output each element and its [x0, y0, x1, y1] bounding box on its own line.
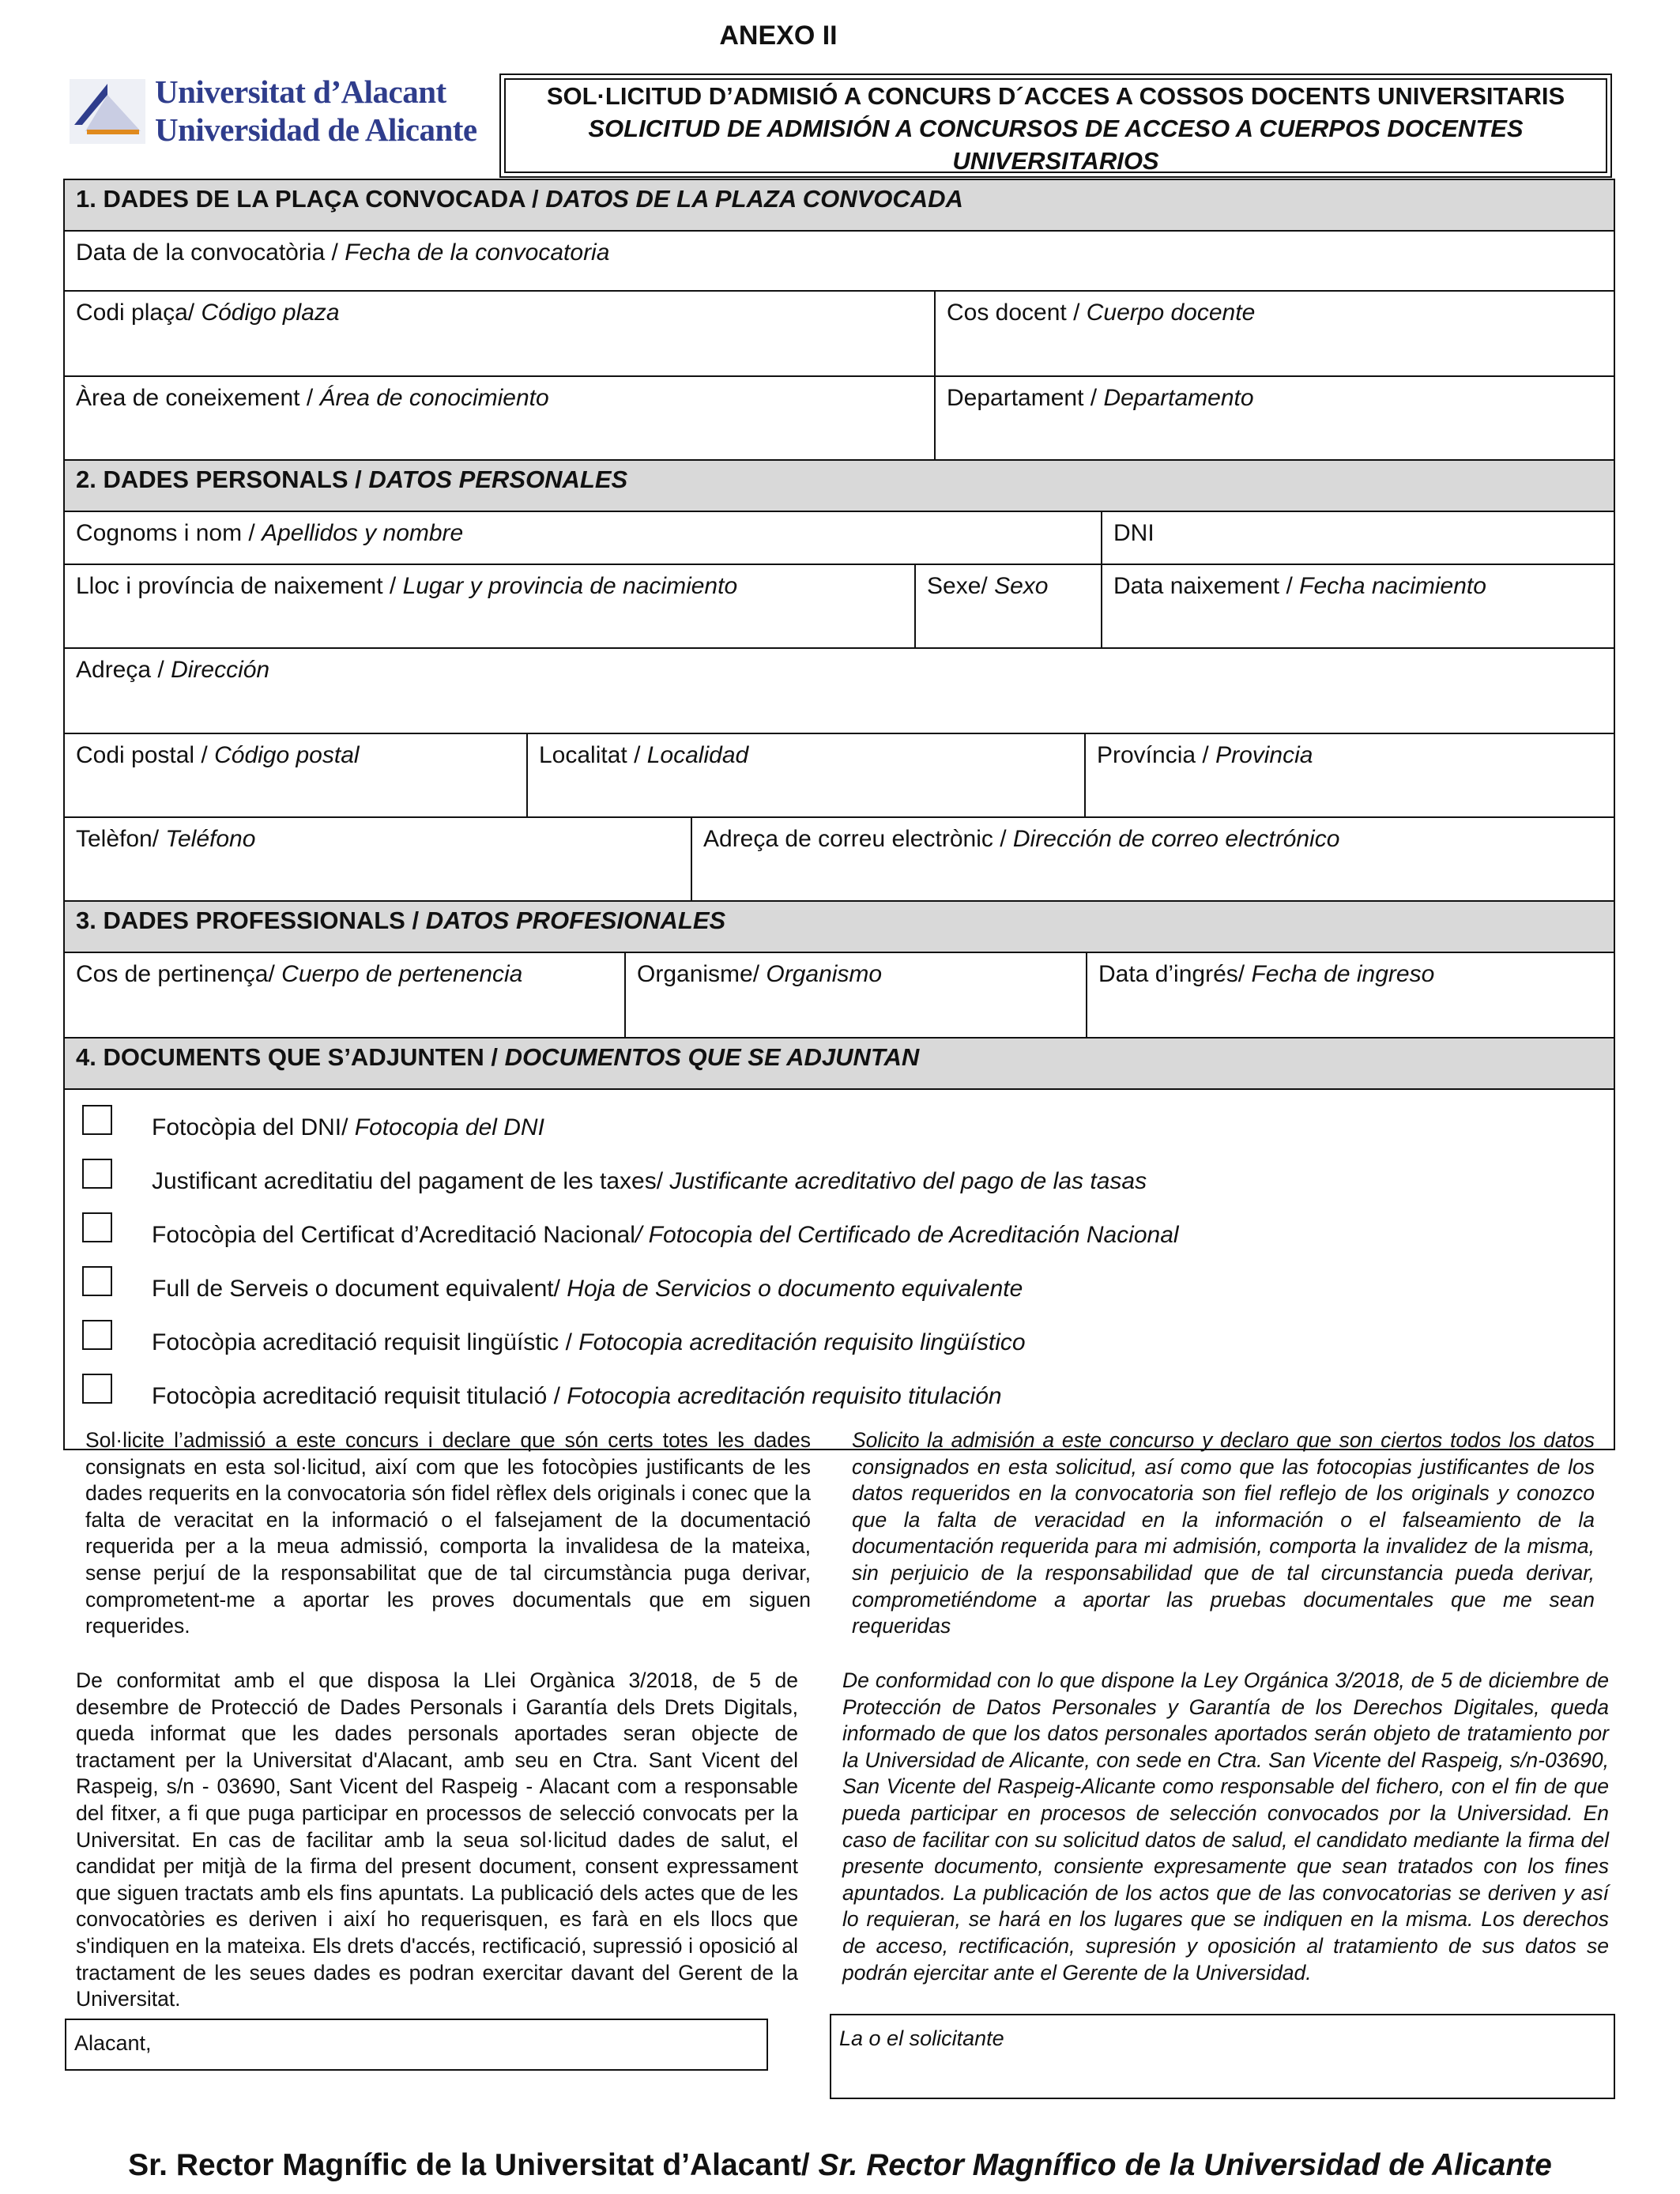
email-label-es: Dirección de correo electrónico: [1012, 826, 1340, 852]
birthdate-label-ca: Data naixement /: [1113, 573, 1300, 599]
convocation-date-label-es: Fecha de la convocatoria: [345, 239, 610, 266]
form-title-spanish: SOLICITUD DE ADMISIÓN A CONCURSOS DE ACCESO A CUERPOS DOCENTES UNIVERSITARIOS: [588, 115, 1524, 175]
place-date-box[interactable]: [65, 2019, 768, 2071]
applicant-signature-box[interactable]: [830, 2014, 1615, 2099]
documents-list: [65, 1090, 1614, 1449]
email-field[interactable]: [691, 818, 1614, 900]
knowledge-area-label-es: Área de conocimiento: [319, 385, 549, 411]
address-label-ca: Adreça /: [76, 657, 171, 683]
document-item: [82, 1262, 1598, 1316]
form-title-valencian: SOL·LICITUD D’ADMISIÓ A CONCURS D´ACCES A COSSOS DOCENTS UNIVERSITARIS: [546, 82, 1565, 110]
document-checkbox[interactable]: [82, 1266, 112, 1296]
city-label-es: Localidad: [646, 742, 749, 768]
section-2-header-ca: 2. DADES PERSONALS /: [76, 466, 369, 493]
postal-code-field[interactable]: [65, 734, 526, 816]
position-code-row: [65, 290, 1614, 375]
document-label-es: / Fotocopia del Certificado de Acreditación Nacional: [635, 1222, 1179, 1248]
city-field[interactable]: [526, 734, 1084, 816]
corps-field[interactable]: [65, 953, 624, 1037]
full-name-label-es: Apellidos y nombre: [262, 520, 464, 546]
department-field[interactable]: [934, 377, 1614, 459]
organism-label-ca: Organisme/: [637, 961, 767, 987]
section-4-header-ca: 4. DOCUMENTS QUE S’ADJUNTEN /: [76, 1043, 505, 1071]
area-row: [65, 375, 1614, 459]
full-name-field[interactable]: [65, 512, 1101, 564]
section-3-header-ca: 3. DADES PROFESSIONALS /: [76, 907, 426, 934]
document-item: [82, 1316, 1598, 1370]
sex-field[interactable]: [914, 565, 1101, 647]
document-label-es: Fotocopia del DNI: [354, 1114, 544, 1140]
place-date-label: Alacant,: [74, 2031, 152, 2055]
document-item: [82, 1101, 1598, 1155]
document-item: [82, 1370, 1598, 1423]
logo-line-spanish: Universidad de Alicante: [155, 111, 477, 148]
province-label-es: Provincia: [1215, 742, 1313, 768]
document-label-es: Hoja de Servicios o documento equivalente: [567, 1276, 1023, 1302]
document-item: [82, 1208, 1598, 1262]
phone-field[interactable]: [65, 818, 691, 900]
document-checkbox[interactable]: [82, 1374, 112, 1404]
knowledge-area-field[interactable]: [65, 377, 934, 459]
declaration-spanish: Solicito la admisión a este concurso y declaro que son ciertos todos los datos consignados en esta solicitud, así como que las fotocopias justificantes de los datos requeridos en la convocatoria son fiel reflejo de los originals y conozco que la falta de veracidad en la información o el falseamiento de la documentación requerida para mi admisión, comporta la invalidez de la misma, sin perjuicio de la responsabilidad que de tal circunstancia pueda derivar, comprometiéndome a aportar las pruebas documentales que me sean requeridas: [852, 1428, 1595, 1638]
document-label-es: Justificante acreditativo del pago de las tasas: [669, 1168, 1147, 1194]
addressee-valencian: Sr. Rector Magnífic de la Universitat d’Alacant/: [128, 2148, 819, 2182]
document-checkbox[interactable]: [82, 1159, 112, 1189]
section-1-header-ca: 1. DADES DE LA PLAÇA CONVOCADA /: [76, 185, 546, 213]
document-label-ca: Fotocòpia acreditació requisit titulació /: [152, 1383, 567, 1409]
section-2-header-row: [65, 459, 1614, 511]
province-field[interactable]: [1084, 734, 1614, 816]
corps-label-es: Cuerpo de pertenencia: [281, 961, 523, 987]
address-label-es: Dirección: [171, 657, 270, 683]
section-2-header-es: DATOS PERSONALES: [368, 466, 628, 493]
position-code-label-es: Código plaza: [201, 300, 340, 326]
application-form: [63, 179, 1615, 1450]
section-4-header: [65, 1039, 1614, 1088]
dni-field[interactable]: [1101, 512, 1614, 564]
birthplace-field[interactable]: [65, 565, 914, 647]
corps-label-ca: Cos de pertinença/: [76, 961, 282, 987]
teaching-body-label-es: Cuerpo docente: [1086, 300, 1256, 326]
university-logo-icon: [70, 79, 145, 144]
logo-line-valencian: Universitat d’Alacant: [155, 74, 446, 110]
document-label-es: Fotocopia acreditación requisito titulación: [567, 1383, 1002, 1409]
section-2-header: [65, 461, 1614, 511]
organism-field[interactable]: [624, 953, 1086, 1037]
teaching-body-label-ca: Cos docent /: [947, 300, 1087, 326]
email-label-ca: Adreça de correu electrònic /: [703, 826, 1013, 852]
birthdate-label-es: Fecha nacimiento: [1299, 573, 1486, 599]
applicant-signature-label: La o el solicitante: [839, 2026, 1004, 2050]
declaration-valencian: Sol·licite l’admissió a este concurs i declare que són certs totes les dades consignats en esta sol·licitud, així com que les fotocòpies justificants de les dades requerits en la convocatoria són fidel rèflex dels originals i conec que la falta de veracitat en la informació o el falsejament de la documentació requerida per a la meua admissió, comporta la invalidesa de la mateixa, sense perjuí de la responsabilitat que de tal circumstància puga derivar, comprometent-me a aportar les proves documentals que em siguen requerides.: [85, 1428, 811, 1638]
full-name-label-ca: Cognoms i nom /: [76, 520, 262, 546]
department-label-ca: Departament /: [947, 385, 1104, 411]
professional-row: [65, 952, 1614, 1037]
document-label-ca: Fotocòpia del DNI/: [152, 1114, 355, 1140]
privacy-notice-valencian: De conformitat amb el que disposa la Llei Orgànica 3/2018, de 5 de desembre de Protecció de Dades Personals i Garantía dels Drets Digitals, queda informat que les dades personals aportades seran objecte de tractament per la Universitat d'Alacant, amb seu en Ctra. Sant Vicent del Raspeig, s/n - 03690, Sant Vicent del Raspeig - Alacant com a responsable del fitxer, a fi que puga participar en processos de selecció convocats per la Universitat. En cas de facilitar amb la seua sol·licitud dades de salut, el candidat per mitjà de la firma del present document, consent expressament que siguen tractats amb els fins apuntats. La publicació dels actes que de les convocatòries es deriven i així ho requerisquen, es farà en els llocs que s'indiquen en la mateixa. Els drets d'accés, rectificació, supressió i oposició al tractament de les seues dades es podran exercitar davant del Gerent de la Universitat.: [76, 1668, 798, 2011]
form-title-box: [499, 74, 1612, 178]
university-logo-text: [155, 73, 477, 149]
postal-code-label-ca: Codi postal /: [76, 742, 215, 768]
name-row: [65, 511, 1614, 564]
sex-label-ca: Sexe/: [927, 573, 995, 599]
location-row: [65, 733, 1614, 816]
annex-title: ANEXO II: [719, 21, 838, 51]
entry-date-field[interactable]: [1086, 953, 1614, 1037]
organism-label-es: Organismo: [766, 961, 883, 987]
section-1-header: [65, 180, 1614, 230]
province-label-ca: Província /: [1097, 742, 1216, 768]
phone-label-es: Teléfono: [165, 826, 256, 852]
privacy-notice-spanish: De conformidad con lo que dispone la Ley Orgánica 3/2018, de 5 de diciembre de Protección de Datos Personales y Garantía de los Derechos Digitales, queda informado de que los datos personales aportados serán objeto de tratamiento por la Universidad de Alicante, con sede en Ctra. San Vicente del Raspeig, s/n-03690, San Vicente del Raspeig-Alicante como responsable del fichero, con el fin de que pueda participar en procesos de selección convocados por la Universidad. En caso de facilitar con su solicitud datos de salud, el candidato mediante la firma del presente documento, consiente expresamente que sean tratados con los fines apuntados. La publicación de los actos que de las convocatorias se deriven y así lo requieran, se hará en los lugares que se indiquen en la misma. Los derechos de acceso, rectificación, supresión y oposición al tratamiento de sus datos se podrán ejercitar ante el Gerente de la Universidad.: [842, 1668, 1609, 1985]
position-code-label-ca: Codi plaça/: [76, 300, 202, 326]
postal-code-label-es: Código postal: [214, 742, 360, 768]
section-3-header-es: DATOS PROFESIONALES: [425, 907, 726, 934]
phone-label-ca: Telèfon/: [76, 826, 166, 852]
section-4-header-row: [65, 1037, 1614, 1088]
birthdate-field[interactable]: [1101, 565, 1614, 647]
section-4-header-es: DOCUMENTOS QUE SE ADJUNTAN: [504, 1043, 920, 1071]
section-3-header: [65, 902, 1614, 952]
contact-row: [65, 816, 1614, 900]
knowledge-area-label-ca: Àrea de coneixement /: [76, 385, 320, 411]
entry-date-label-es: Fecha de ingreso: [1251, 961, 1435, 987]
entry-date-label-ca: Data d’ingrés/: [1098, 961, 1252, 987]
birthplace-label-es: Lugar y provincia de nacimiento: [402, 573, 738, 599]
convocation-date-field[interactable]: [65, 232, 1614, 290]
dni-label: DNI: [1113, 520, 1155, 546]
section-1-header-es: DATOS DE LA PLAZA CONVOCADA: [545, 185, 963, 213]
document-label-ca: Full de Serveis o document equivalent/: [152, 1276, 567, 1302]
section-1-header-row: [65, 180, 1614, 230]
document-label-ca: Fotocòpia acreditació requisit lingüístic /: [152, 1329, 579, 1355]
address-field[interactable]: [65, 649, 1614, 733]
section-3-header-row: [65, 900, 1614, 952]
document-checkbox[interactable]: [82, 1212, 112, 1242]
convocation-date-label-ca: Data de la convocatòria /: [76, 239, 345, 266]
document-checkbox[interactable]: [82, 1320, 112, 1350]
document-label-ca: Justificant acreditatiu del pagament de les taxes/: [152, 1168, 670, 1194]
city-label-ca: Localitat /: [539, 742, 647, 768]
department-label-es: Departamento: [1103, 385, 1254, 411]
document-item: [82, 1155, 1598, 1208]
birth-row: [65, 564, 1614, 647]
university-logo: [70, 73, 496, 160]
position-code-field[interactable]: [65, 292, 934, 375]
document-label-ca: Fotocòpia del Certificat d’Acreditació Nacional: [152, 1222, 635, 1248]
sex-label-es: Sexo: [994, 573, 1049, 599]
teaching-body-field[interactable]: [934, 292, 1614, 375]
addressee-spanish: Sr. Rector Magnífico de la Universidad de Alicante: [818, 2148, 1552, 2182]
document-checkbox[interactable]: [82, 1105, 112, 1135]
addressee-footer: [0, 2148, 1680, 2183]
document-label-es: Fotocopia acreditación requisito lingüístico: [578, 1329, 1026, 1355]
convocation-date-row: [65, 230, 1614, 290]
address-row: [65, 647, 1614, 733]
birthplace-label-ca: Lloc i província de naixement /: [76, 573, 403, 599]
documents-row: [65, 1088, 1614, 1449]
